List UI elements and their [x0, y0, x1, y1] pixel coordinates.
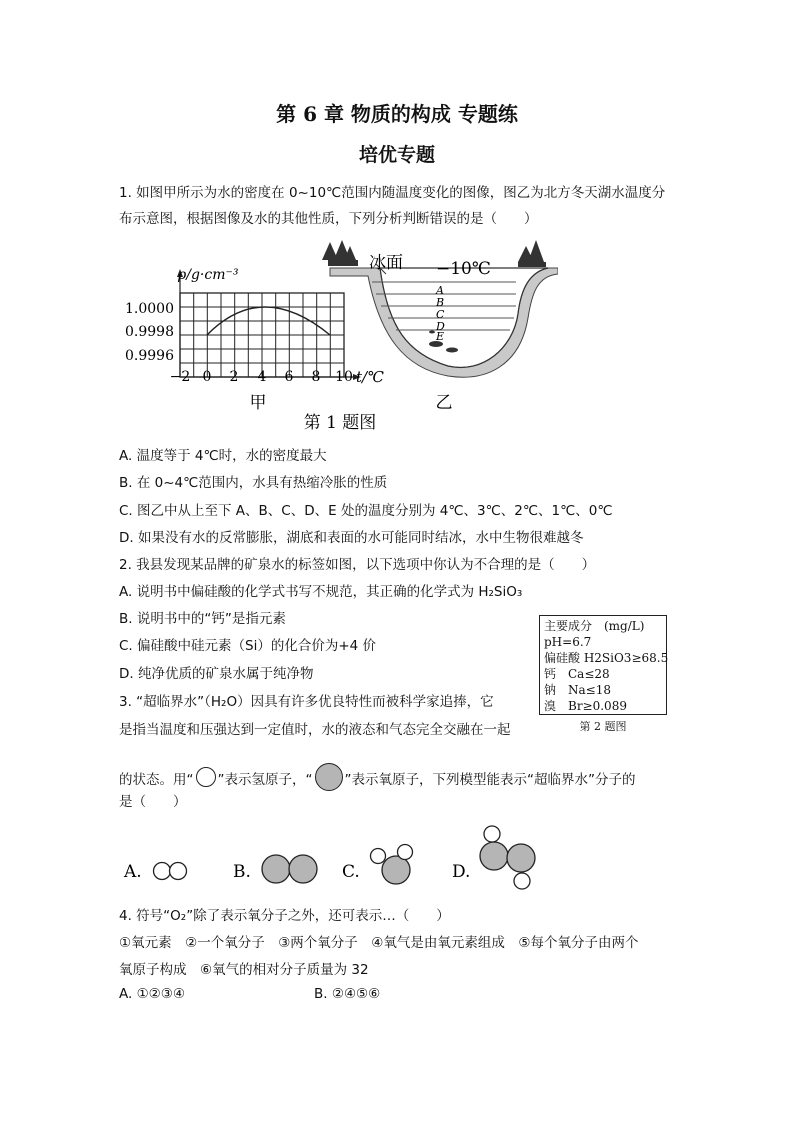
q1-option-c: C. 图乙中从上至下 A、B、C、D、E 处的温度分别为 4℃、3℃、2℃、1℃、0℃ [119, 503, 613, 519]
q2-stem: 2. 我县发现某品牌的矿泉水的标签如图，以下选项中你认为不合理的是（ ） [119, 557, 596, 573]
layer-e: E [436, 330, 445, 343]
y-axis-label: ρ/g·cm⁻³ [178, 267, 239, 283]
q2-option-a: A. 说明书中偏硅酸的化学式书写不规范，其正确的化学式为 H₂SiO₃ [119, 584, 523, 600]
q1-option-b: B. 在 0~4℃范围内，水具有热缩冷胀的性质 [119, 475, 388, 491]
y-tick-1: 1.0000 [125, 301, 174, 317]
hydrogen-atom-icon [371, 849, 386, 864]
q3-option-b-label: B. [233, 862, 251, 882]
x-tick-3: 2 [229, 369, 239, 385]
layer-a: A [436, 284, 444, 297]
oxygen-atom-icon [262, 855, 290, 883]
ice-label: 冰面 [369, 253, 403, 273]
q3-line3-part-a: 的状态。用“ [119, 772, 194, 788]
chart-label-jia: 甲 [249, 393, 267, 413]
q2-option-b: B. 说明书中的“钙”是指元素 [119, 611, 286, 627]
y-tick-3: 0.9996 [125, 348, 174, 364]
tree-right-icon [518, 240, 546, 267]
oxygen-atom-icon [480, 842, 508, 870]
q3-option-d-label: D. [452, 862, 471, 882]
oxygen-atom-icon [289, 855, 317, 883]
q3-line3-part-c: ”表示氧原子，下列模型能表示“超临界水”分子的 [344, 772, 636, 788]
q4-option-a: A. ①②③④ [119, 986, 185, 1002]
chart-label-yi: 乙 [435, 393, 453, 413]
label-row: 钠 Na≤18 [544, 683, 611, 697]
q3-line4: 是（ ） [119, 794, 187, 810]
q2-option-c: C. 偏硅酸中硅元素（Si）的化合价为+4 价 [119, 638, 377, 654]
hydrogen-atom-icon [484, 826, 500, 842]
hydrogen-atom-icon [170, 863, 187, 880]
x-tick-7: 10 [335, 369, 353, 385]
x-tick-6: 8 [311, 369, 321, 385]
q3-option-c-label: C. [342, 862, 360, 882]
q3-line1: 3. “超临界水”（H₂O）因具有许多优良特性而被科学家追捧，它 [119, 694, 494, 710]
q3-option-c [342, 845, 413, 885]
q3-option-b [233, 855, 317, 883]
label-row: 溴 Br≥0.089 [544, 699, 627, 713]
q3-option-a [123, 862, 187, 882]
hydrogen-atom-icon [514, 873, 530, 889]
q4-line1: ①氧元素 ②一个氧分子 ③两个氧分子 ④氧气是由氧元素组成 ⑤每个氧分子由两个 [119, 935, 639, 951]
x-tick-4: 4 [257, 369, 267, 385]
layer-d: D [436, 320, 445, 333]
oxygen-atom-icon [315, 763, 343, 791]
q4-stem: 4. 符号“O₂”除了表示氧分子之外，还可表示…（ ） [119, 908, 450, 924]
q4-option-b: B. ②④⑤⑥ [314, 986, 381, 1002]
x-tick-1: −2 [169, 369, 191, 385]
x-axis-label: t/℃ [356, 368, 384, 386]
hydrogen-atom-icon [196, 767, 216, 787]
q1-option-a: A. 温度等于 4℃时，水的密度最大 [119, 448, 327, 464]
page-subtitle: 培优专题 [358, 144, 435, 166]
q3-line3 [119, 763, 635, 791]
label-row: 主要成分 (mg/L) [544, 619, 645, 633]
oxygen-atom-icon [507, 844, 535, 872]
lake-diagram [322, 240, 558, 413]
hydrogen-atom-icon [154, 863, 171, 880]
layer-b: B [436, 296, 445, 309]
mineral-water-label [539, 615, 667, 715]
layer-c: C [436, 308, 445, 321]
q4-line2: 氧原子构成 ⑥氧气的相对分子质量为 32 [119, 962, 369, 978]
tree-left-icon [322, 240, 358, 266]
q1-figure [118, 236, 558, 436]
q3-line3-part-b: ”表示氢原子，“ [217, 772, 313, 788]
hydrogen-atom-icon [398, 845, 413, 860]
q1-option-d: D. 如果没有水的反常膨胀，湖底和表面的水可能同时结冰，水中生物很难越冬 [119, 530, 584, 546]
figure-1-caption: 第 1 题图 [303, 413, 377, 433]
y-tick-2: 0.9998 [125, 324, 174, 340]
label-row: 钙 Ca≤28 [544, 667, 610, 681]
density-chart [125, 267, 384, 413]
x-tick-5: 6 [284, 369, 294, 385]
x-tick-2: 0 [202, 369, 212, 385]
page-title: 第 6 章 物质的构成 专题练 [276, 102, 518, 126]
q3-option-a-label: A. [124, 862, 142, 882]
oxygen-atom-icon [382, 856, 410, 884]
label-row: pH=6.7 [544, 635, 592, 649]
q3-line2: 是指当温度和压强达到一定值时，水的液态和气态完全交融在一起 [119, 722, 511, 738]
q3-options [118, 818, 558, 896]
label-row: 偏硅酸 H2SiO3≥68.5 [544, 651, 669, 665]
q2-option-d: D. 纯净优质的矿泉水属于纯净物 [119, 666, 314, 682]
figure-2-caption: 第 2 题图 [579, 720, 627, 733]
q1-stem-line2: 布示意图，根据图像及水的其他性质，下列分析判断错误的是（ ） [119, 211, 538, 227]
air-temp-label: −10℃ [436, 259, 491, 279]
q3-option-d [452, 826, 535, 889]
q1-stem-line1: 1. 如图甲所示为水的密度在 0~10℃范围内随温度变化的图像，图乙为北方冬天湖水温度分 [119, 185, 666, 201]
